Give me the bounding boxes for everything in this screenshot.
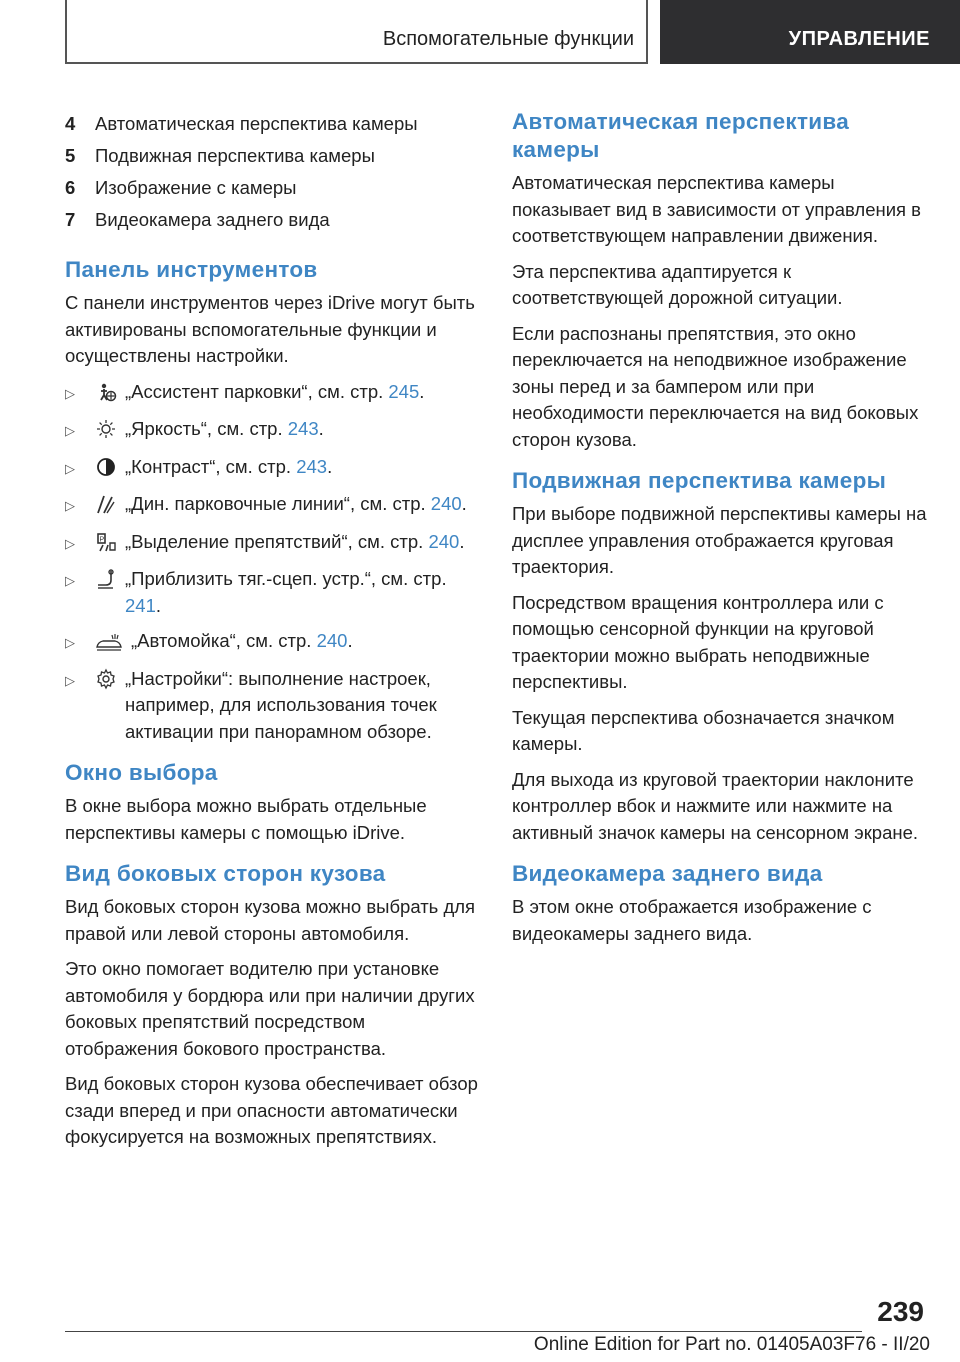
triangle-bullet-icon: ▷: [65, 385, 75, 401]
bullet-brightness: ▷ „Яркость“, см. стр. 243.: [65, 416, 483, 445]
auto-perspective-text-2: Эта перспектива адаптируется к соответствующей дорожной ситуации.: [512, 260, 843, 308]
right-column: [512, 108, 932, 956]
triangle-bullet-icon: ▷: [65, 423, 75, 438]
auto-perspective-text-1: Автоматическая перспектива камеры показывает вид в зависимости от управления в соответствующем направлении движения.: [512, 172, 922, 246]
selection-text: В окне выбора можно выбрать отдельные перспективы камеры с помощью iDrive.: [65, 795, 427, 843]
side-view-heading: Вид боковых сторон кузова: [65, 861, 386, 886]
bullet-obstacle-marking: ▷ P „Выделение препятствий“, см. стр. 240.: [65, 529, 483, 558]
movable-perspective-heading: Подвижная перспектива камеры: [512, 468, 887, 493]
footer-divider: [65, 1331, 862, 1332]
page-link[interactable]: 243: [296, 455, 328, 477]
bullet-parking-lines: ▷ „Дин. парковочные линии“, см. стр. 240.: [65, 491, 483, 520]
header-chapter-tab: [660, 0, 960, 64]
triangle-bullet-icon: ▷: [65, 498, 75, 513]
rear-camera-text: В этом окне отображается изображение с видеокамеры заднего вида.: [512, 896, 872, 944]
triangle-bullet-icon: ▷: [65, 535, 75, 551]
auto-perspective-text-3: Если распознаны препятствия, это окно переключается на неподвижное изображение зоны перед и за бампером или при необходимости переключается на вид боковых сторон кузова.: [512, 322, 919, 450]
bullet-contrast: ▷ „Контраст“, см. стр. 243.: [65, 454, 483, 483]
trailer-hitch-icon: [95, 566, 125, 619]
parking-assistant-icon: [95, 379, 125, 408]
left-column: [65, 108, 483, 1160]
side-view-text-2: Это окно помогает водителю при установке автомобиля у бордюра или при наличии других боковых препятствий посредством отображения бокового пространства.: [65, 958, 475, 1059]
page-number: 239: [877, 1296, 924, 1327]
auto-perspective-heading: Автоматическая перспектива камеры: [512, 109, 850, 162]
page-link[interactable]: 240: [428, 530, 460, 552]
page-link[interactable]: 240: [316, 630, 348, 651]
triangle-bullet-icon: ▷: [65, 460, 75, 476]
bullet-parking-assistant: ▷ „Ассистент парковки“, см. стр. 245.: [65, 379, 483, 408]
page-link[interactable]: 241: [125, 594, 156, 616]
panel-text: С панели инструментов через iDrive могут быть активированы вспомогательные функции и осуществлены настройки.: [65, 292, 475, 366]
bullet-settings: ▷ „Настройки“: выполнение настроек, например, для использования точек активации при панорамном обзоре.: [65, 666, 483, 746]
movable-perspective-text-1: При выборе подвижной перспективы камеры на дисплее управления отображается круговая траектория.: [512, 503, 927, 577]
side-view-text-3: Вид боковых сторон кузова обеспечивает обзор сзади вперед и при опасности автоматически фокусируется на возможных препятствиях.: [65, 1073, 478, 1147]
page-link[interactable]: 245: [388, 380, 420, 402]
car-wash-icon: [95, 628, 131, 657]
contrast-icon: [95, 454, 125, 483]
movable-perspective-text-4: Для выхода из круговой траектории наклоните контроллер вбок и нажмите или нажмите на активный значок камеры на сенсорном экране.: [512, 768, 919, 843]
settings-gear-icon: [95, 666, 125, 746]
panel-heading: Панель инструментов: [65, 257, 318, 282]
rear-camera-heading: Видеокамера заднего вида: [512, 861, 823, 886]
header-section-title: Вспомогательные функции: [382, 28, 634, 50]
list-item: 7 Видеокамера заднего вида: [65, 209, 330, 230]
header-section-box: [65, 0, 648, 64]
parking-lines-icon: [95, 491, 125, 520]
numbered-list: [65, 108, 483, 236]
page-link[interactable]: 240: [430, 493, 462, 514]
list-item: 4 Автоматическая перспектива камеры: [65, 113, 418, 134]
svg-text:P: P: [99, 536, 105, 543]
triangle-bullet-icon: ▷: [65, 573, 75, 588]
list-item: 6 Изображение с камеры: [65, 177, 297, 198]
bullet-car-wash: ▷ „Автомойка“, см. стр. 240.: [65, 628, 483, 657]
movable-perspective-text-2: Посредством вращения контроллера или с помощью сенсорной функции на круговой траектории можно выбрать неподвижные перспективы.: [512, 591, 884, 692]
selection-heading: Окно выбора: [65, 760, 218, 785]
triangle-bullet-icon: ▷: [65, 635, 75, 650]
header-chapter-title: УПРАВЛЕНИЕ: [788, 28, 930, 50]
movable-perspective-text-3: Текущая перспектива обозначается значком камеры.: [512, 706, 895, 754]
obstacle-marking-icon: [95, 529, 125, 558]
footer-edition: Online Edition for Part no. 01405A03F76 - II/20: [533, 1334, 930, 1355]
brightness-icon: [95, 416, 125, 445]
triangle-bullet-icon: ▷: [65, 672, 75, 688]
page-link[interactable]: 243: [287, 418, 319, 439]
bullet-trailer-hitch: ▷ „Приблизить тяг.-сцеп. устр.“, см. стр. 241.: [65, 566, 483, 619]
list-item: 5 Подвижная перспектива камеры: [65, 145, 375, 166]
side-view-text-1: Вид боковых сторон кузова можно выбрать для правой или левой стороны автомобиля.: [65, 896, 476, 944]
